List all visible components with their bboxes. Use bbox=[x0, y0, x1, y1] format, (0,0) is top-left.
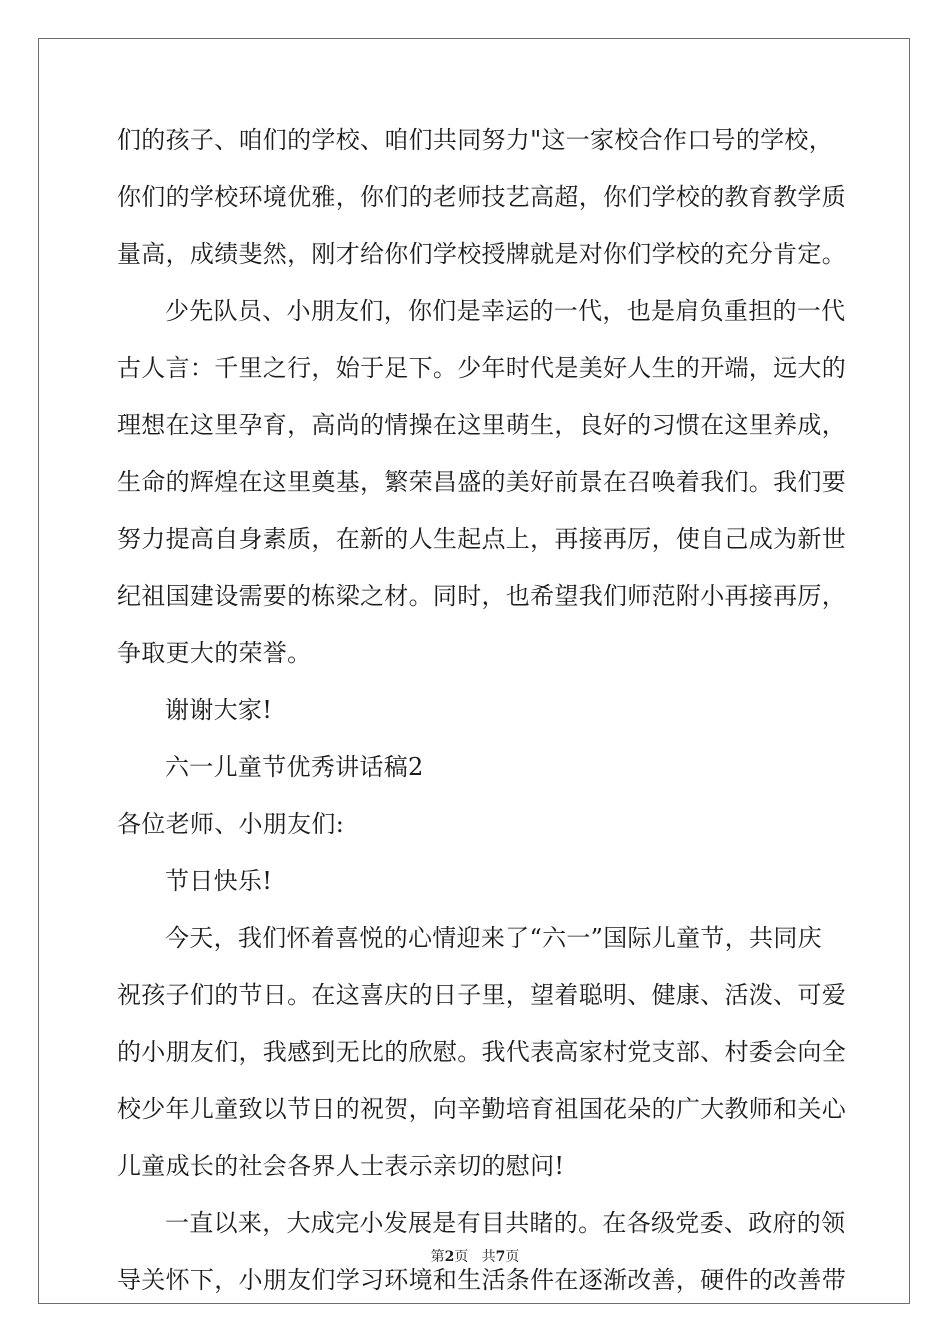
text-line: 量高，成绩斐然，刚才给你们学校授牌就是对你们学校的充分肯定。 bbox=[117, 240, 846, 268]
text-line: 们的孩子、咱们的学校、咱们共同努力"这一家校合作口号的学校， bbox=[117, 126, 834, 154]
text-line: 理想在这里孕育，高尚的情操在这里萌生，良好的习惯在这里养成， bbox=[117, 411, 846, 439]
text-line: 你们的学校环境优雅，你们的老师技艺高超，你们学校的教育教学质 bbox=[117, 183, 846, 211]
text-line: 的小朋友们，我感到无比的欣慰。我代表高家村党支部、村委会向全 bbox=[117, 1038, 846, 1066]
page-footer bbox=[0, 1246, 950, 1266]
text-line: 争取更大的荣誉。 bbox=[117, 639, 312, 667]
closing-line: 谢谢大家! bbox=[165, 696, 273, 724]
greeting-line: 节日快乐! bbox=[165, 867, 273, 895]
text-line: 校少年儿童致以节日的祝贺，向辛勤培育祖国花朵的广大教师和关心 bbox=[117, 1095, 846, 1123]
paragraph-start-line: 少先队员、小朋友们，你们是幸运的一代，也是肩负重担的一代 bbox=[165, 297, 846, 325]
paragraph-start-line: 一直以来，大成完小发展是有目共睹的。在各级党委、政府的领 bbox=[165, 1209, 846, 1237]
text-line: 生命的辉煌在这里奠基，繁荣昌盛的美好前景在召唤着我们。我们要 bbox=[117, 468, 846, 496]
salutation: 各位老师、小朋友们: bbox=[117, 810, 345, 838]
page-number: 2 bbox=[444, 1249, 455, 1265]
text-line: 导关怀下，小朋友们学习环境和生活条件在逐渐改善，硬件的改善带 bbox=[117, 1266, 846, 1294]
total-prefix: 共 bbox=[481, 1249, 496, 1265]
text-line: 纪祖国建设需要的栋梁之材。同时，也希望我们师范附小再接再厉， bbox=[117, 582, 846, 610]
page-prefix: 第 bbox=[430, 1249, 445, 1265]
text-line: 努力提高自身素质，在新的人生起点上，再接再厉，使自己成为新世 bbox=[117, 525, 846, 553]
page-suffix: 页 bbox=[454, 1249, 469, 1265]
total-suffix: 页 bbox=[505, 1249, 520, 1265]
paragraph-start-line: 今天，我们怀着喜悦的心情迎来了“六一”国际儿童节，共同庆 bbox=[165, 924, 822, 952]
text-line: 儿童成长的社会各界人士表示亲切的慰问! bbox=[117, 1152, 565, 1180]
section-title: 六一儿童节优秀讲话稿2 bbox=[165, 753, 424, 781]
total-pages: 7 bbox=[495, 1249, 506, 1265]
text-line: 古人言：千里之行，始于足下。少年时代是美好人生的开端，远大的 bbox=[117, 354, 846, 382]
text-line: 祝孩子们的节日。在这喜庆的日子里，望着聪明、健康、活泼、可爱 bbox=[117, 981, 846, 1009]
